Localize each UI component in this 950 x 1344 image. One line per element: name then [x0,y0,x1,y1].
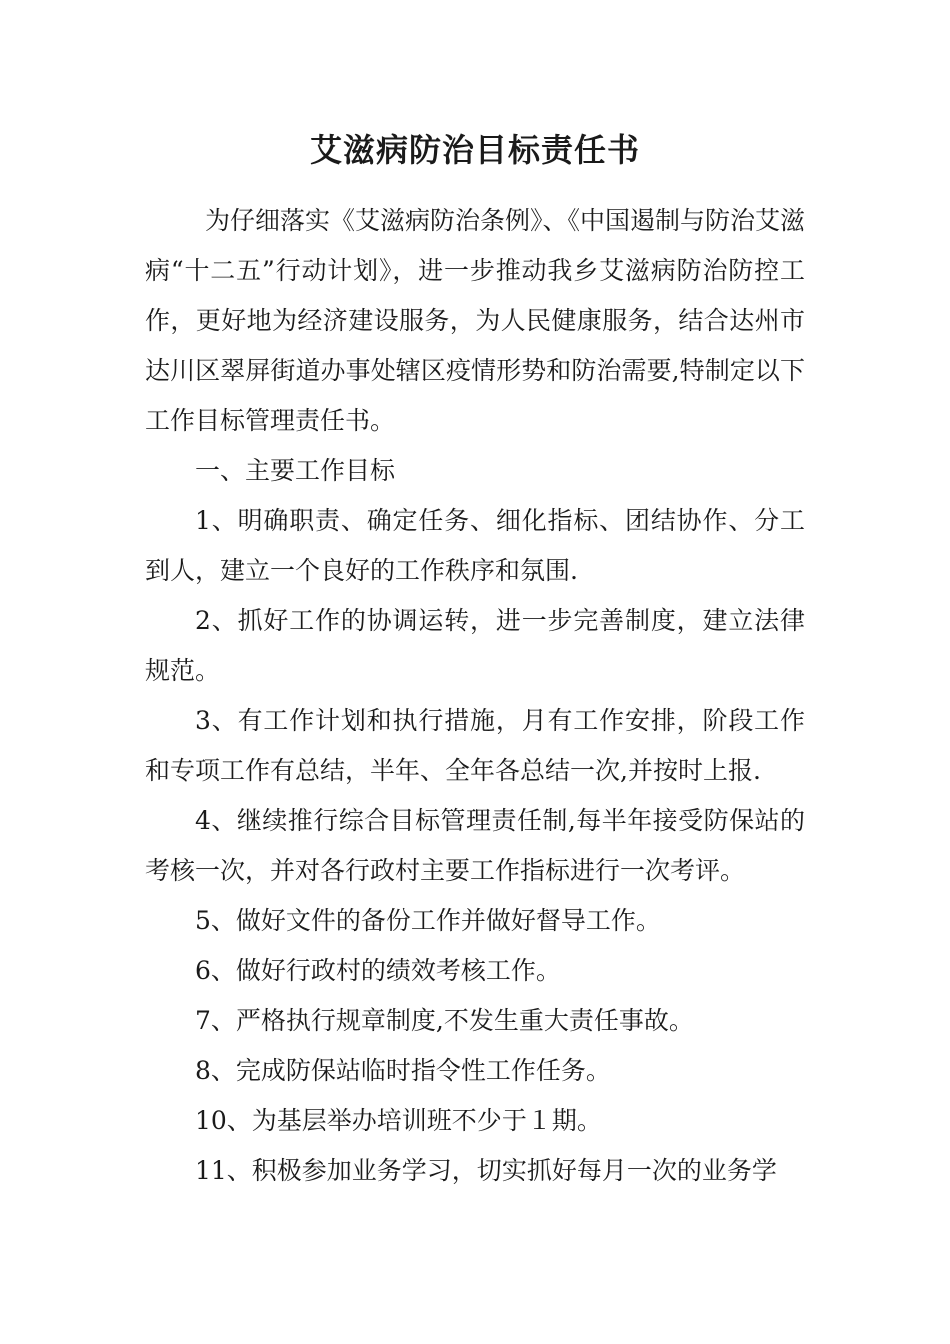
section-heading: 一、主要工作目标 [195,456,396,485]
list-item: 8、完成防保站临时指令性工作任务。 [195,1056,611,1085]
list-item: 10、为基层举办培训班不少于１期。 [195,1106,602,1135]
list-item: 7、严格执行规章制度,不发生重大责任事故。 [195,1006,694,1035]
list-item: 3、有工作计划和执行措施，月有工作安排，阶段工作和专项工作有总结，半年、全年各总结一次,并按时上报. [145,706,805,785]
list-item: 4、继续推行综合目标管理责任制,每半年接受防保站的考核一次，并对各行政村主要工作指标进行一次考评。 [145,806,805,885]
list-item: 1、明确职责、确定任务、细化指标、团结协作、分工到人，建立一个良好的工作秩序和氛围. [145,506,805,585]
list-item: 11、积极参加业务学习，切实抓好每月一次的业务学 [195,1156,777,1185]
list-item: 5、做好文件的备份工作并做好督导工作。 [195,906,661,935]
list-item: 2、抓好工作的协调运转，进一步完善制度，建立法律规范。 [145,606,805,685]
intro-paragraph: 为仔细落实《艾滋病防治条例》、《中国遏制与防治艾滋病“十二五”行动计划》，进一步推动我乡艾滋病防治防控工作，更好地为经济建设服务，为人民健康服务，结合达州市达川区翠屏街道办事处辖区疫情形势和防治需要,特制定以下工作目标管理责任书。 [145,206,806,435]
list-item: 6、做好行政村的绩效考核工作。 [195,956,561,985]
document-body [145,196,805,1196]
document-title: 艾滋病防治目标责任书 [309,131,640,169]
